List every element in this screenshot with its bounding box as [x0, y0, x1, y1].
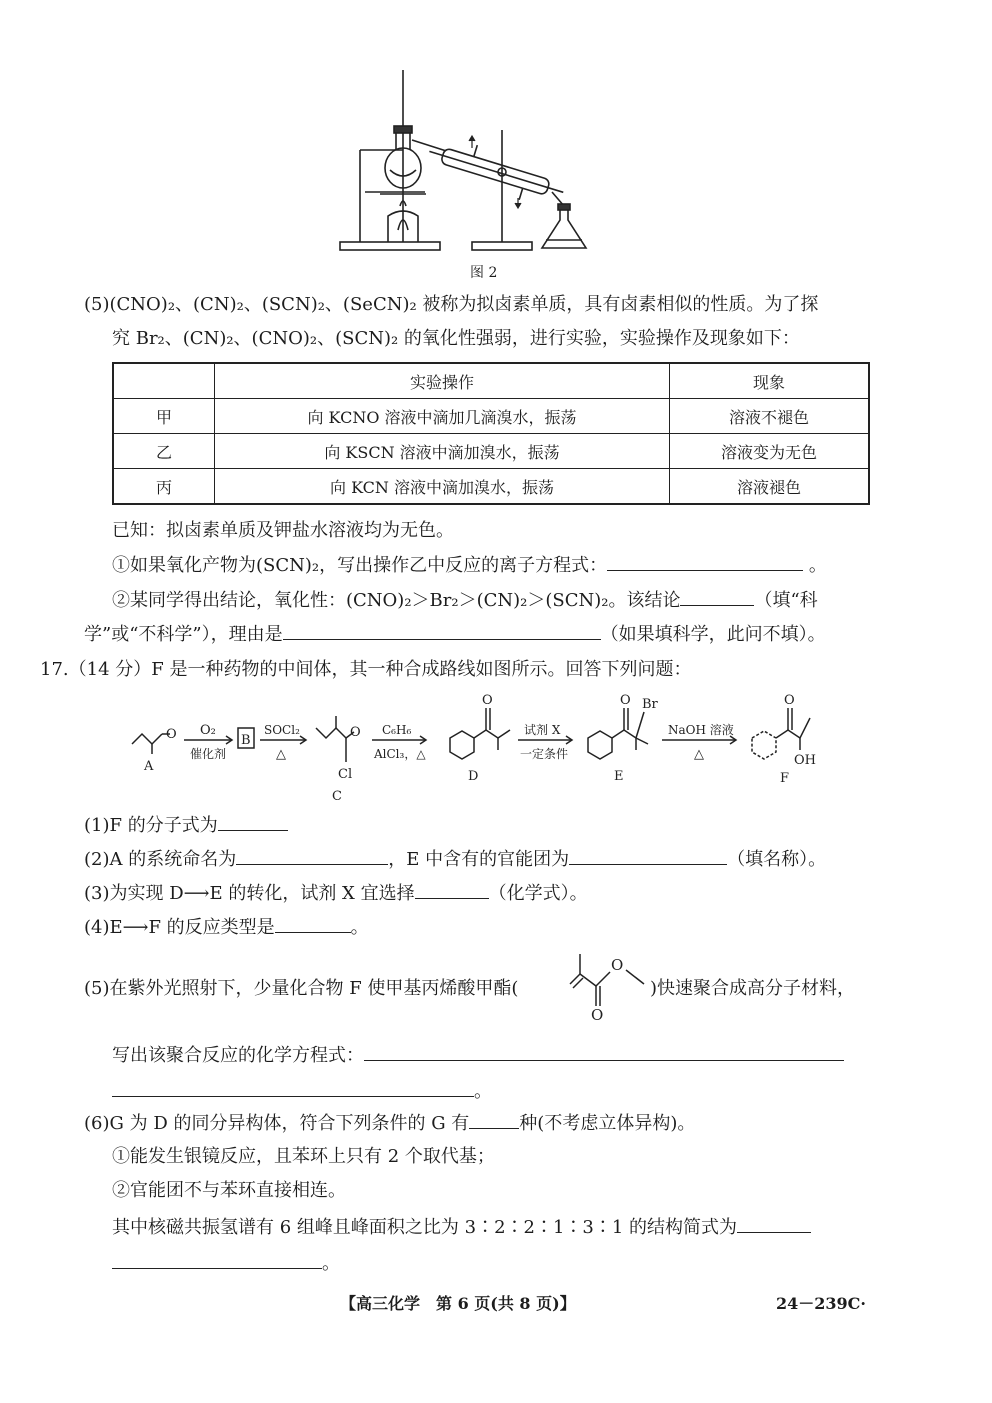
q17-condition2: ②官能团不与苯环直接相连。	[112, 1180, 346, 1201]
table-cell: 向 KCN 溶液中滴加溴水，振荡	[215, 469, 670, 505]
ester-o-bottom: O	[591, 1006, 604, 1024]
reagent-5-bottom: △	[694, 747, 704, 762]
page-footer-code: 24－239C·	[776, 1294, 866, 1313]
q17-nmr-line2	[112, 1250, 340, 1277]
q5-sub2-line1	[112, 587, 818, 614]
answer-blank[interactable]	[283, 621, 601, 640]
answer-blank[interactable]	[112, 1250, 322, 1269]
compound-b-label: B	[241, 733, 251, 748]
reagent-3-top: C₆H₆	[382, 723, 412, 737]
atom-br: Br	[642, 697, 658, 712]
q17-part5-line2	[112, 1042, 844, 1069]
reagent-2-top: SOCl₂	[264, 723, 300, 737]
q5-line2: 究 Br₂、(CN)₂、(CNO)₂、(SCN)₂ 的氧化性强弱，进行实验，实验操作及现象如下：	[112, 328, 800, 349]
q5-sub1-end: 。	[808, 555, 827, 576]
table-cell: 向 KSCN 溶液中滴加溴水，振荡	[215, 434, 670, 469]
atom-o: O	[620, 693, 631, 708]
q17-part3-end: （化学式）。	[488, 883, 588, 904]
reagent-4-bottom: 一定条件	[520, 747, 569, 761]
table-cell: 丙	[113, 469, 215, 505]
q17-stem: 17.（14 分）F 是一种药物的中间体，其一种合成路线如图所示。回答下列问题：	[40, 659, 692, 680]
answer-blank[interactable]	[364, 1042, 844, 1061]
q17-nmr	[112, 1214, 811, 1241]
synthesis-route-scheme	[120, 688, 860, 806]
q17-part6-text: (6)G 为 D 的同分异构体，符合下列条件的 G 有	[84, 1113, 470, 1134]
reagent-1-bottom: 催化剂	[190, 747, 227, 761]
q17-part6-end: 种(不考虑立体异构)。	[519, 1113, 696, 1134]
q17-part4	[84, 914, 369, 941]
table-cell: 乙	[113, 434, 215, 469]
answer-blank[interactable]	[469, 1110, 519, 1129]
distillation-apparatus-figure	[330, 60, 590, 260]
q17-part4-text: (4)E⟶F 的反应类型是	[84, 917, 275, 938]
compound-e-label: E	[614, 769, 624, 784]
q17-nmr-end: 。	[322, 1253, 340, 1274]
q5-sub2-hint: （填“科	[754, 590, 818, 611]
experiment-table	[112, 362, 870, 505]
atom-o: O	[350, 725, 361, 740]
q17-condition1: ①能发生银镜反应，且苯环上只有 2 个取代基；	[112, 1146, 495, 1167]
table-cell: 甲	[113, 399, 215, 434]
table-header-cell	[113, 363, 215, 399]
atom-o: O	[166, 727, 177, 742]
q5-sub2-reason-label: 学”或“不科学”），理由是	[84, 624, 283, 645]
reagent-4-top: 试剂 X	[524, 723, 561, 737]
figure-caption: 图 2	[470, 265, 498, 281]
q17-part3-text: (3)为实现 D⟶E 的转化，试剂 X 宜选择	[84, 883, 415, 904]
q17-part1-text: (1)F 的分子式为	[84, 815, 218, 836]
atom-oh: OH	[794, 753, 816, 768]
table-cell: 向 KCNO 溶液中滴加几滴溴水，振荡	[215, 399, 670, 434]
q17-part2	[84, 846, 826, 873]
q17-part2-text: (2)A 的系统命名为	[84, 849, 237, 870]
table-header-row	[113, 363, 869, 399]
answer-blank[interactable]	[236, 846, 388, 865]
q5-sub2-text: ②某同学得出结论，氧化性：(CNO)₂＞Br₂＞(CN)₂＞(SCN)₂。该结论	[112, 590, 681, 611]
answer-blank[interactable]	[569, 846, 727, 865]
reagent-3-bottom: AlCl₃，△	[374, 747, 426, 761]
reagent-5-top: NaOH 溶液	[668, 723, 734, 737]
answer-blank[interactable]	[275, 914, 351, 933]
compound-d-label: D	[468, 769, 479, 784]
q17-part4-end: 。	[350, 917, 369, 938]
q17-part6	[84, 1110, 695, 1137]
q5-sub2-line2	[84, 621, 826, 648]
methyl-methacrylate-structure	[566, 948, 650, 1024]
table-row	[113, 399, 869, 434]
ester-o-top: O	[611, 956, 624, 974]
atom-o: O	[482, 693, 493, 708]
q17-part5-text: (5)在紫外光照射下，少量化合物 F 使甲基丙烯酸甲酯(	[84, 978, 519, 999]
q17-part1	[84, 812, 288, 839]
q17-part2-end: （填名称）。	[727, 849, 827, 870]
reagent-1-top: O₂	[200, 723, 216, 738]
reagent-2-bottom: △	[276, 747, 286, 762]
q5-sub1	[112, 552, 827, 579]
answer-blank[interactable]	[737, 1214, 811, 1233]
table-row	[113, 434, 869, 469]
q17-part2-mid: ，E 中含有的官能团为	[388, 849, 570, 870]
table-cell: 溶液不褪色	[670, 399, 870, 434]
compound-f-label: F	[780, 771, 790, 786]
q17-part5-line3	[112, 1078, 492, 1105]
table-cell: 溶液褪色	[670, 469, 870, 505]
answer-blank[interactable]	[607, 552, 803, 571]
answer-blank[interactable]	[415, 880, 489, 899]
q17-nmr-text: 其中核磁共振氢谱有 6 组峰且峰面积之比为 3∶2∶2∶1∶3∶1 的结构简式为	[112, 1217, 738, 1238]
q5-sub2-note: （如果填科学，此问不填）。	[600, 624, 826, 645]
q17-part3	[84, 880, 588, 907]
q17-part5-equation-label: 写出该聚合反应的化学方程式：	[112, 1045, 364, 1066]
compound-a-label: A	[144, 759, 154, 774]
atom-cl: Cl	[338, 767, 353, 782]
q17-part5-end: 。	[474, 1081, 492, 1102]
q5-line1: (5)(CNO)₂、(CN)₂、(SCN)₂、(SeCN)₂ 被称为拟卤素单质，具有卤素相似的性质。为了探	[84, 294, 819, 315]
answer-blank[interactable]	[680, 587, 754, 606]
table-row	[113, 469, 869, 505]
q5-sub1-text: ①如果氧化产物为(SCN)₂，写出操作乙中反应的离子方程式：	[112, 555, 608, 576]
answer-blank[interactable]	[218, 812, 288, 831]
q17-part5-text-end: )快速聚合成高分子材料，	[650, 978, 856, 999]
compound-c-label: C	[332, 789, 342, 804]
table-header-cell: 现象	[670, 363, 870, 399]
table-header-cell: 实验操作	[215, 363, 670, 399]
page-footer-center: 【高三化学 第 6 页(共 8 页)】	[340, 1294, 576, 1313]
table-cell: 溶液变为无色	[670, 434, 870, 469]
answer-blank[interactable]	[112, 1078, 474, 1097]
q5-known: 已知：拟卤素单质及钾盐水溶液均为无色。	[112, 520, 454, 541]
atom-o: O	[784, 693, 795, 708]
